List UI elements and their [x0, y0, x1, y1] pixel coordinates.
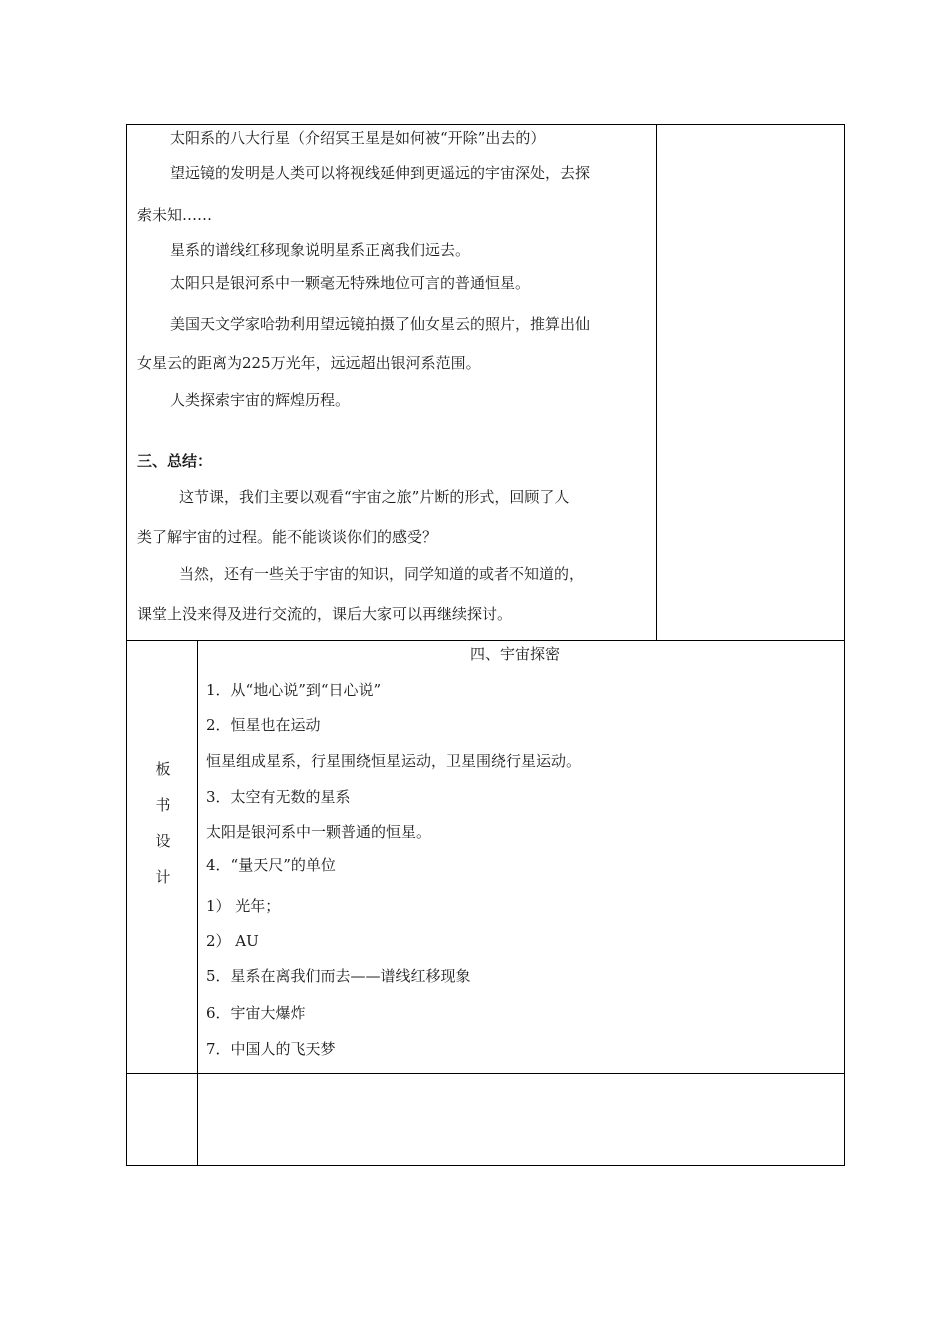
table-left-border — [126, 124, 127, 1166]
top-column-divider — [656, 124, 657, 640]
summary-line-1: 这节课，我们主要以观看“宇宙之旅”片断的形式，回顾了人 — [179, 488, 570, 506]
empty-label-cell — [127, 1074, 197, 1165]
table-top-border — [126, 124, 845, 125]
board-label-char-2: 书 — [155, 796, 171, 814]
top-line-4: 星系的谱线红移现象说明星系正离我们远去。 — [170, 241, 471, 259]
board-item-1: 1．从“地心说”到“日心说” — [206, 681, 382, 699]
board-item-3: 恒星组成星系，行星围绕恒星运动，卫星围绕行星运动。 — [206, 752, 582, 770]
board-title: 四、宇宙探密 — [470, 645, 561, 663]
board-item-2: 2．恒星也在运动 — [206, 716, 321, 734]
board-item-7: 1） 光年； — [206, 897, 281, 915]
top-line-8: 人类探索宇宙的辉煌历程。 — [170, 391, 351, 409]
summary-heading: 三、总结： — [137, 452, 213, 470]
table-bottom-border — [126, 1165, 845, 1166]
table-right-border — [844, 124, 845, 1166]
board-label-char-1: 板 — [155, 760, 171, 778]
top-line-1: 太阳系的八大行星（介绍冥王星是如何被“开除”出去的） — [170, 129, 546, 147]
empty-content-cell — [198, 1074, 844, 1165]
top-line-3: 索未知…… — [137, 206, 213, 224]
summary-line-3: 当然，还有一些关于宇宙的知识，同学知道的或者不知道的， — [179, 565, 585, 583]
board-item-6: 4．“量天尺”的单位 — [206, 856, 336, 874]
board-item-9: 5．星系在离我们而去——谱线红移现象 — [206, 967, 471, 985]
section-divider-1 — [126, 640, 845, 641]
summary-line-4: 课堂上没来得及进行交流的，课后大家可以再继续探讨。 — [137, 605, 513, 623]
board-item-11: 7．中国人的飞天梦 — [206, 1040, 336, 1058]
board-item-5: 太阳是银河系中一颗普通的恒星。 — [206, 823, 432, 841]
summary-line-2: 类了解宇宙的过程。能不能谈谈你们的感受？ — [137, 528, 438, 546]
board-item-8: 2） AU — [206, 932, 259, 950]
top-line-2: 望远镜的发明是人类可以将视线延伸到更遥远的宇宙深处，去探 — [170, 164, 591, 182]
top-line-5: 太阳只是银河系中一颗毫无特殊地位可言的普通恒星。 — [170, 274, 531, 292]
board-label-char-3: 设 — [155, 832, 171, 850]
top-line-6: 美国天文学家哈勃利用望远镜拍摄了仙女星云的照片，推算出仙 — [170, 315, 591, 333]
board-item-10: 6．宇宙大爆炸 — [206, 1004, 306, 1022]
board-label-char-4: 计 — [155, 868, 171, 886]
board-item-4: 3．太空有无数的星系 — [206, 788, 351, 806]
top-line-7: 女星云的距离为225万光年，远远超出银河系范围。 — [137, 354, 481, 372]
